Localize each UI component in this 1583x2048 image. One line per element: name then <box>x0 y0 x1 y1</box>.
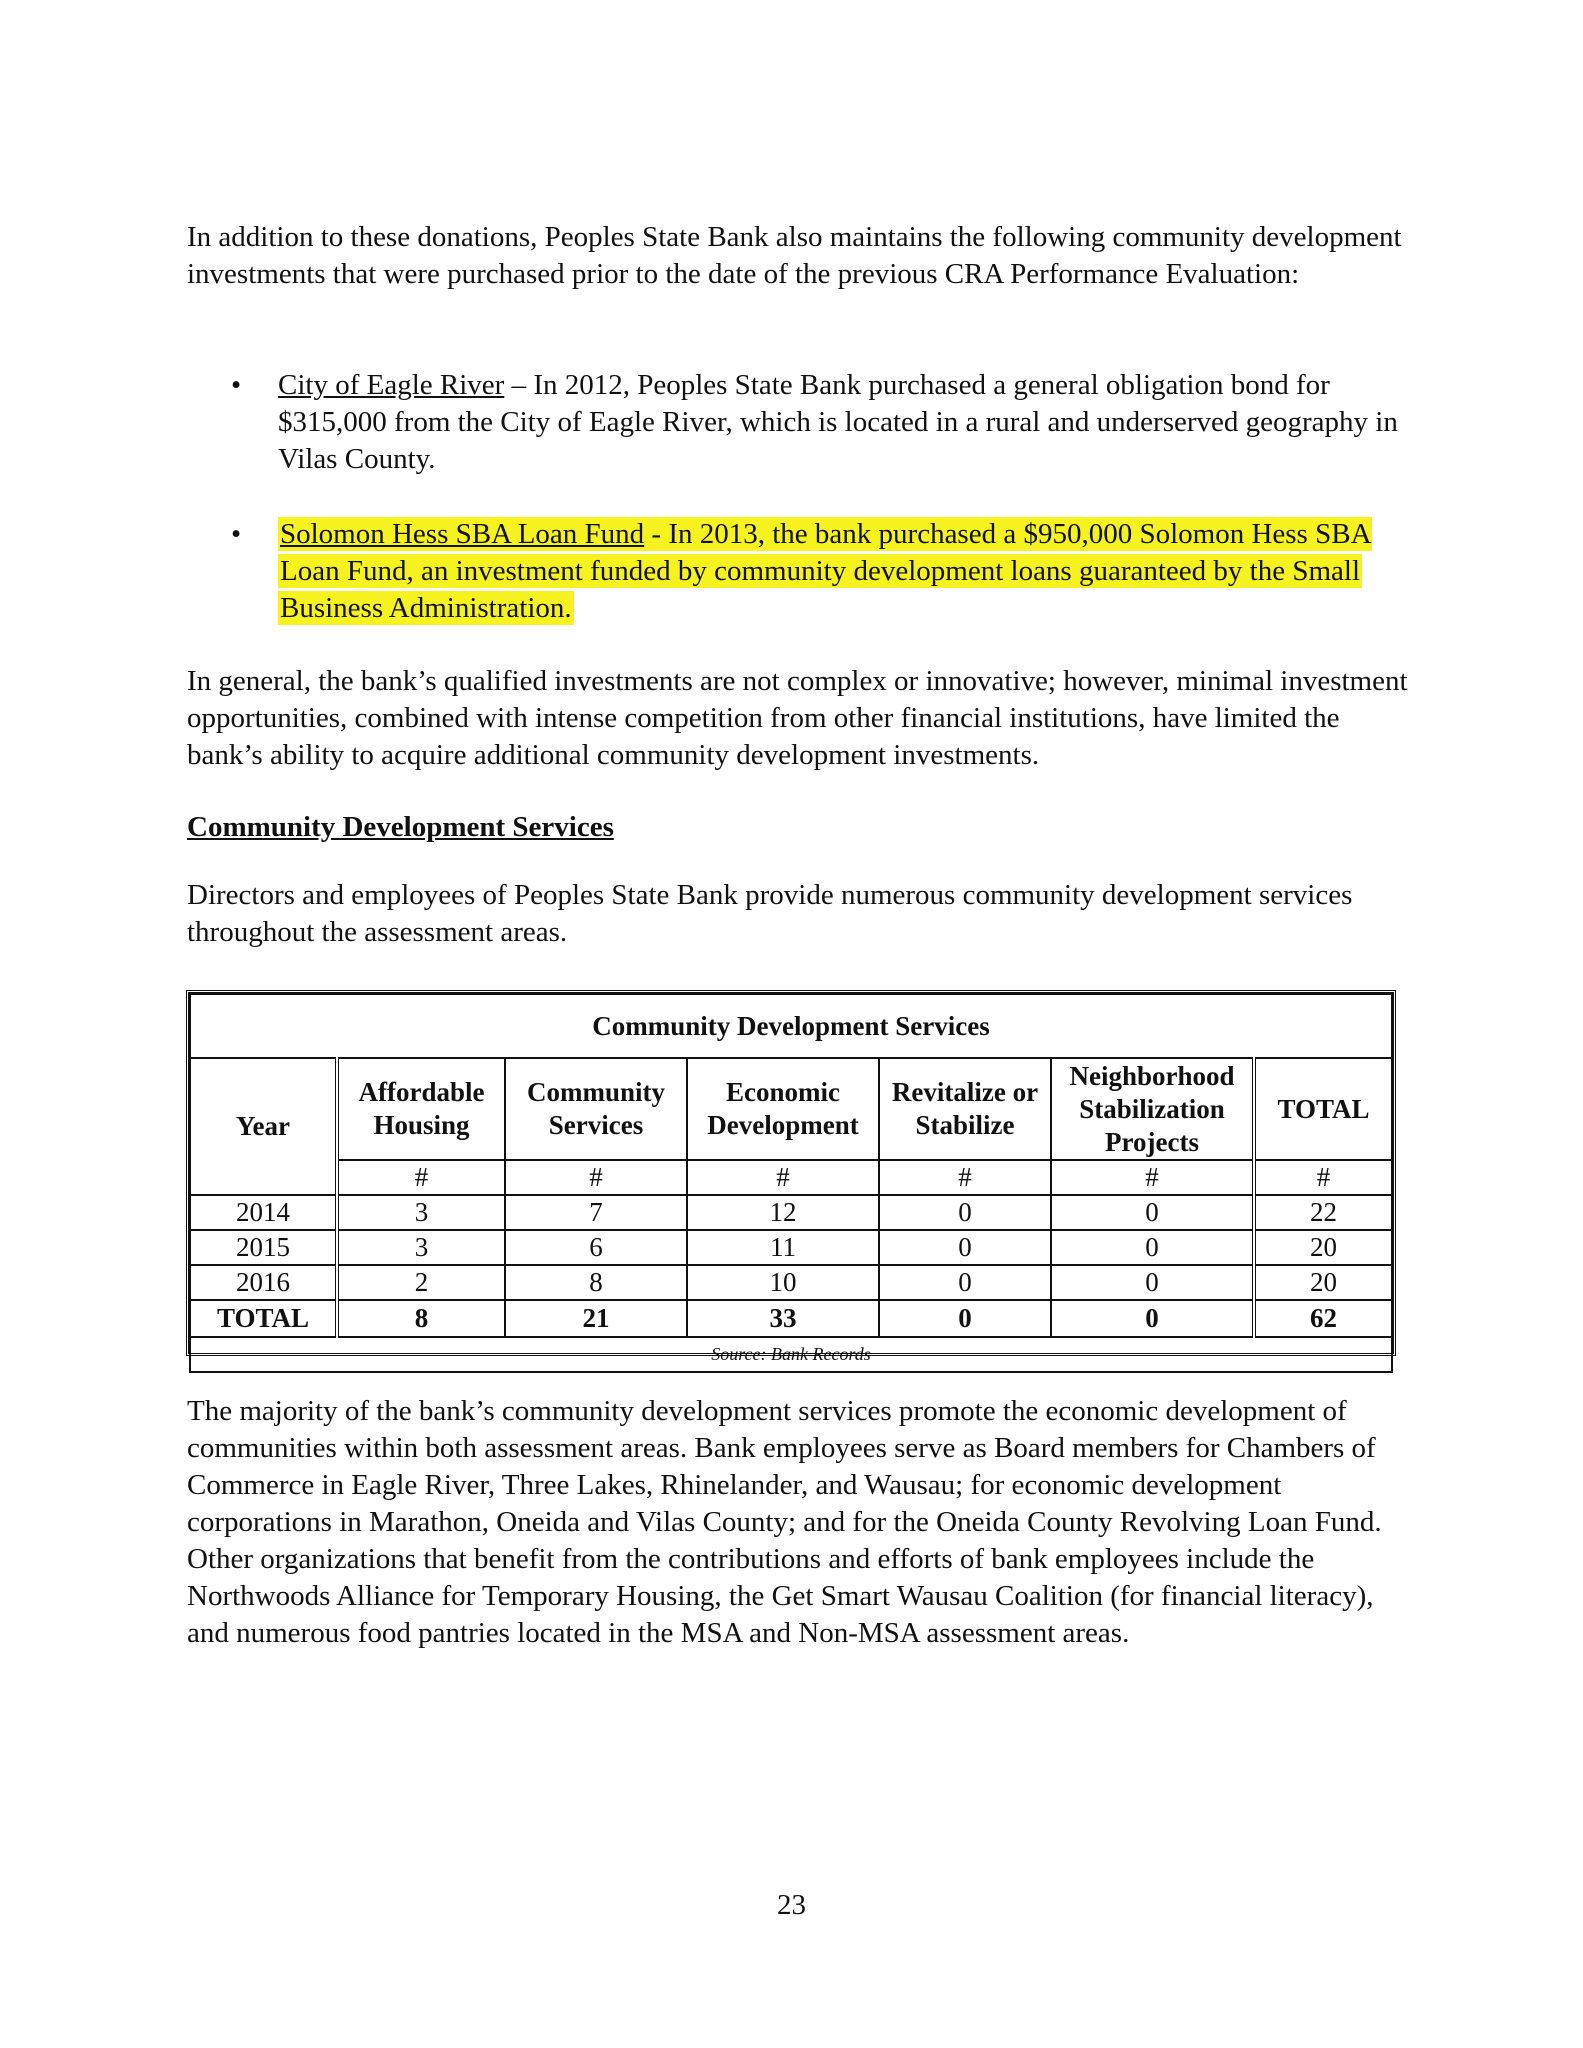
total-cell: 21 <box>505 1300 687 1337</box>
total-cell: 0 <box>879 1300 1051 1337</box>
table-cell: 0 <box>1051 1195 1254 1230</box>
table-cell: 0 <box>1051 1265 1254 1300</box>
unit-cell: # <box>879 1160 1051 1195</box>
table-row <box>190 1265 1392 1300</box>
header-affordable-housing: Affordable Housing <box>337 1058 505 1160</box>
services-table-container <box>186 990 1396 1364</box>
total-cell: 0 <box>1051 1300 1254 1337</box>
services-table <box>189 993 1393 1373</box>
unit-cell: # <box>1051 1160 1254 1195</box>
table-cell: 20 <box>1254 1265 1392 1300</box>
unit-cell: # <box>337 1160 505 1195</box>
table-row <box>190 1230 1392 1265</box>
bullet-marker: • <box>231 369 242 401</box>
table-cell: 20 <box>1254 1230 1392 1265</box>
bullet-text-eagle-river: – In 2012, Peoples State Bank purchased a general obligation bond for $315,000 from the City of Eagle River, which is located in a rural and underserved geography in Vilas County. <box>278 369 1398 475</box>
table-cell: 2 <box>337 1265 505 1300</box>
bullet-marker: • <box>231 518 242 550</box>
cell-year: 2016 <box>190 1265 337 1300</box>
table-title: Community Development Services <box>190 994 1392 1058</box>
bullet-title-solomon-hess: Solomon Hess SBA Loan Fund <box>280 518 645 550</box>
section-heading: Community Development Services <box>187 811 614 843</box>
cell-total-label: TOTAL <box>190 1300 337 1337</box>
table-cell: 6 <box>505 1230 687 1265</box>
bullet-item-solomon-hess <box>278 516 1408 627</box>
bullet-text-solomon-hess: - In 2013, the bank purchased a $950,000 Solomon Hess SBA Loan Fund, an investment funded by community development loans guaranteed by the Small Business Administration. <box>280 518 1370 624</box>
header-revitalize-stabilize: Revitalize or Stabilize <box>879 1058 1051 1160</box>
page-number: 23 <box>777 1889 806 1921</box>
table-row <box>190 1195 1392 1230</box>
intro-paragraph: In addition to these donations, Peoples State Bank also maintains the following community development investments that were purchased prior to the date of the previous CRA Performance Evaluation: <box>187 221 1402 290</box>
header-neighborhood-stabilization: Neighborhood Stabilization Projects <box>1051 1058 1254 1160</box>
table-cell: 0 <box>879 1230 1051 1265</box>
bullet-item-eagle-river <box>278 367 1408 478</box>
table-cell: 12 <box>687 1195 879 1230</box>
header-community-services: Community Services <box>505 1058 687 1160</box>
total-cell: 33 <box>687 1300 879 1337</box>
table-total-row <box>190 1300 1392 1337</box>
header-year: Year <box>190 1058 337 1195</box>
closing-paragraph: The majority of the bank’s community development services promote the economic development of communities within both assessment areas. Bank employees serve as Board members for Chambers of Commerce in Eagle River, Three Lakes, Rhinelander, and Wausau; for economic development corporations in Marathon, Oneida and Vilas County; and for the Oneida County Revolving Loan Fund. Other organizations that benefit from the contributions and efforts of bank employees include the Northwoods Alliance for Temporary Housing, the Get Smart Wausau Coalition (for financial literacy), and numerous food pantries located in the MSA and Non-MSA assessment areas. <box>187 1395 1382 1649</box>
general-paragraph: In general, the bank’s qualified investments are not complex or innovative; however, minimal investment opportunities, combined with intense competition from other financial institutions, have limited the bank’s ability to acquire additional community development investments. <box>187 665 1408 771</box>
table-cell: 10 <box>687 1265 879 1300</box>
header-economic-development: Economic Development <box>687 1058 879 1160</box>
services-intro-paragraph: Directors and employees of Peoples State Bank provide numerous community development services throughout the assessment areas. <box>187 879 1353 948</box>
table-source-note: Source: Bank Records <box>190 1337 1392 1372</box>
table-cell: 0 <box>879 1195 1051 1230</box>
table-cell: 0 <box>1051 1230 1254 1265</box>
unit-cell: # <box>687 1160 879 1195</box>
total-cell: 8 <box>337 1300 505 1337</box>
unit-cell: # <box>1254 1160 1392 1195</box>
table-cell: 3 <box>337 1230 505 1265</box>
cell-year: 2015 <box>190 1230 337 1265</box>
table-cell: 7 <box>505 1195 687 1230</box>
table-cell: 3 <box>337 1195 505 1230</box>
header-total: TOTAL <box>1254 1058 1392 1160</box>
table-cell: 11 <box>687 1230 879 1265</box>
table-cell: 22 <box>1254 1195 1392 1230</box>
bullet-title-eagle-river: City of Eagle River <box>278 369 505 401</box>
unit-cell: # <box>505 1160 687 1195</box>
table-cell: 0 <box>879 1265 1051 1300</box>
table-cell: 8 <box>505 1265 687 1300</box>
cell-year: 2014 <box>190 1195 337 1230</box>
total-cell: 62 <box>1254 1300 1392 1337</box>
